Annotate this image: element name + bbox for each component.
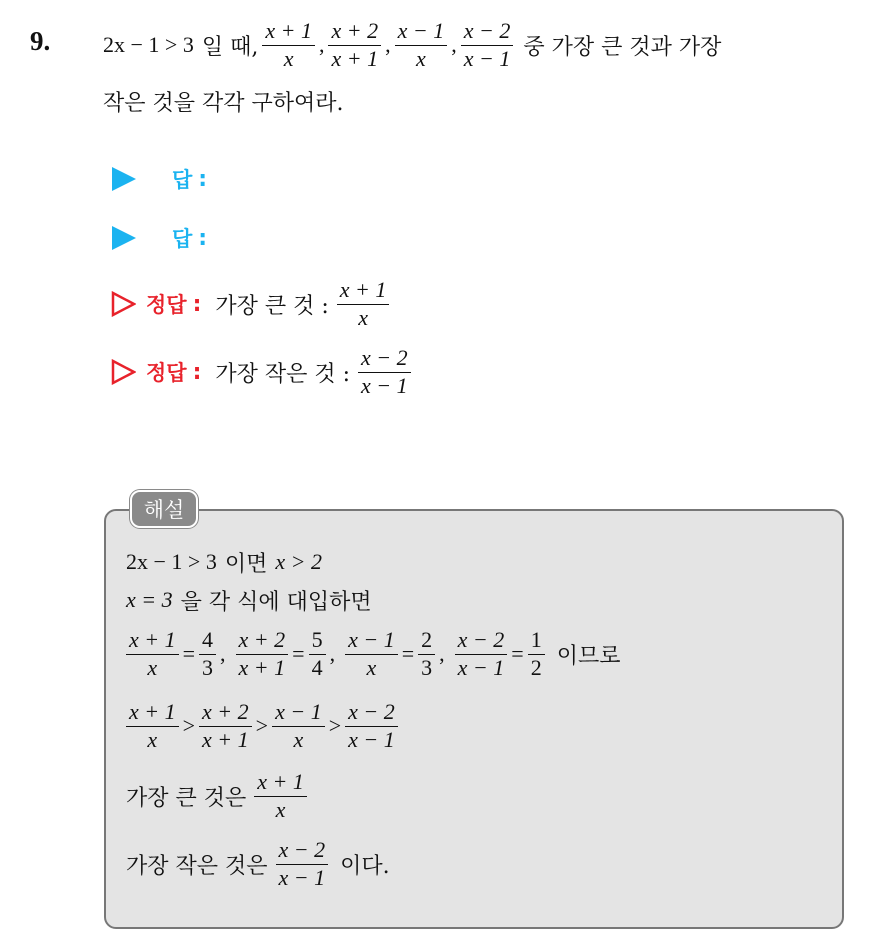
option-fraction-1: $\frac{x + 1}{x}$ [262, 18, 315, 72]
smallest-text: 가장 작은 것은 [126, 853, 268, 879]
solution-fraction: $\frac{x - 2}{x - 1}$ [345, 699, 398, 753]
correct-answer-row-1 [110, 272, 393, 336]
solution-result: x > 2 [275, 549, 322, 574]
solution-substitute-text: 을 각 식에 대입하면 [180, 589, 372, 615]
option-fraction-2: $\frac{x + 2}{x + 1}$ [328, 18, 381, 72]
question-line-2: 작은 것을 각각 구하여라. [103, 90, 344, 116]
correct-colon: : [192, 291, 202, 317]
solution-fraction: $\frac{x - 1}{x}$ [345, 627, 398, 681]
solution-value: $\frac{4}{3}$ [199, 627, 216, 681]
answer-label: 답 [172, 168, 193, 192]
solution-value: $\frac{2}{3}$ [418, 627, 435, 681]
solution-if-text: 이면 [224, 551, 268, 577]
option-fraction-3: $\frac{x - 1}{x}$ [395, 18, 448, 72]
solution-tag: 해설 [130, 490, 198, 528]
largest-text: 가장 큰 것은 [126, 785, 247, 811]
correct-answer-fraction-2: $\frac{x - 2}{x - 1}$ [358, 345, 411, 399]
condition-expr: 2x − 1 > 3 [103, 32, 194, 57]
solution-line-1 [126, 546, 322, 578]
end-text: 이다. [340, 853, 390, 879]
answer-label: 답 [172, 227, 193, 251]
correct-label: 정답 [146, 361, 187, 385]
solution-fraction: $\frac{x - 2}{x - 1}$ [455, 627, 508, 681]
question-number: 9. [30, 26, 51, 56]
answer-row-1 [112, 164, 207, 194]
solution-fraction: $\frac{x + 2}{x + 1}$ [236, 627, 289, 681]
correct-answer-row-2 [110, 340, 415, 404]
solution-fraction: $\frac{x + 2}{x + 1}$ [199, 699, 252, 753]
solution-therefore-text: 이므로 [556, 643, 621, 669]
solution-fraction: $\frac{x - 1}{x}$ [272, 699, 325, 753]
solution-fraction: $\frac{x + 1}{x}$ [126, 627, 179, 681]
question-when-text: 일 때, [201, 34, 259, 60]
correct-arrow-icon [110, 291, 136, 317]
correct-answer-text-2: 가장 작은 것 : [215, 361, 351, 387]
correct-answer-text-1: 가장 큰 것 : [215, 293, 329, 319]
answer-arrow-icon [112, 167, 136, 191]
correct-arrow-icon [110, 359, 136, 385]
solution-value: $\frac{1}{2}$ [528, 627, 545, 681]
solution-substitute-expr: x = 3 [126, 587, 173, 612]
correct-colon: : [192, 359, 202, 385]
solution-largest [126, 764, 311, 828]
solution-fraction: $\frac{x + 1}{x}$ [126, 699, 179, 753]
solution-equations: $\frac{x + 1}{x}$ = $\frac{4}{3}$ , $\frac{x + 2}{x + 1}$ = $\frac{5}{4}$ , $\frac{x - 1}{x}$ = $\frac{2}{3}$ , $\frac{x - 2}{x - 1}$ = $\frac{1}{2}$ 이므로 [122, 622, 620, 686]
solution-condition: 2x − 1 > 3 [126, 549, 217, 574]
solution-inequality-chain: $\frac{x + 1}{x}$ > $\frac{x + 2}{x + 1}$ > $\frac{x - 1}{x}$ > $\frac{x - 2}{x - 1}$ [122, 694, 402, 758]
answer-arrow-icon [112, 226, 136, 250]
largest-fraction: $\frac{x + 1}{x}$ [254, 769, 307, 823]
answer-colon: : [198, 225, 208, 251]
question-line-1: 2x − 1 > 3 일 때, $\frac{x + 1}{x}$ , $\frac{x + 2}{x + 1}$ , $\frac{x - 1}{x}$ , $\frac{x - 2}{x - 1}$ 중 가장 큰 것과 가장 [103, 18, 722, 71]
option-fraction-4: $\frac{x - 2}{x - 1}$ [461, 18, 514, 72]
answer-row-2 [112, 223, 207, 253]
solution-smallest [126, 832, 390, 896]
correct-label: 정답 [146, 293, 187, 317]
correct-answer-fraction-1: $\frac{x + 1}{x}$ [337, 277, 390, 331]
solution-line-2 [126, 584, 372, 616]
answer-colon: : [198, 166, 208, 192]
solution-value: $\frac{5}{4}$ [309, 627, 326, 681]
smallest-fraction: $\frac{x - 2}{x - 1}$ [276, 837, 329, 891]
question-after-text: 중 가장 큰 것과 가장 [523, 34, 722, 60]
